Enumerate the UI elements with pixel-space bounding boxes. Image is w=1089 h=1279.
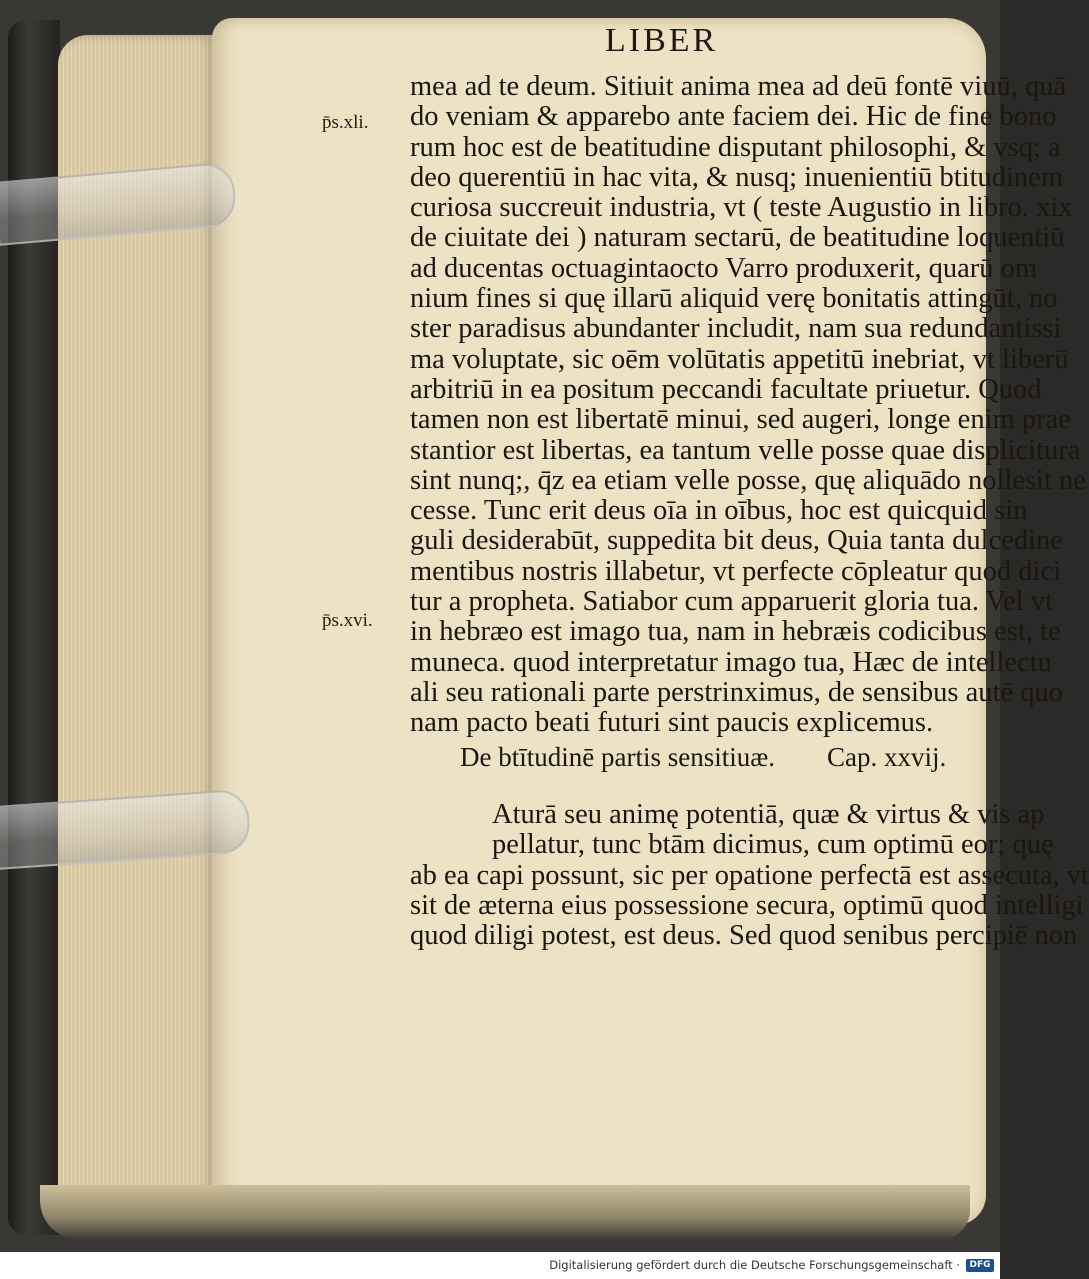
digitization-footer xyxy=(0,1252,1000,1279)
text-line: ad ducentas octuagintaocto Varro produxerit, quarū om xyxy=(410,252,1038,284)
text-line: nam pacto beati futuri sint paucis explicemus. xyxy=(410,707,934,739)
dfg-logo-icon: DFG xyxy=(966,1259,994,1272)
text-line: tur a propheta. Satiabor cum apparuerit gloria tua. Vel vt xyxy=(410,586,1053,618)
margin-note-psalm-16: p̄s.xvi. xyxy=(322,610,373,631)
running-head: LIBER xyxy=(605,22,719,59)
text-line: de ciuitate dei ) naturam sectarū, de beatitudine loquentiū xyxy=(410,222,1065,254)
footer-credit-text: Digitalisierung gefördert durch die Deutsche Forschungsgemeinschaft · xyxy=(549,1258,960,1272)
text-line: in hebræo est imago tua, nam in hebræis codicibus est, te xyxy=(410,616,1061,648)
text-line: nium fines si quę illarū aliquid verę bonitatis attingūt, no xyxy=(410,283,1058,315)
text-line: mea ad te deum. Sitiuit anima mea ad deū fontē viuū, quā xyxy=(410,71,1067,102)
text-line: ali seu rationali parte perstrinximus, de sensibus autē quo xyxy=(410,676,1063,708)
text-line: arbitriū in ea positum peccandi facultate priuetur. Quod xyxy=(410,373,1042,405)
main-text-block xyxy=(410,71,1086,739)
chapter-number: Cap. xxvij. xyxy=(827,742,947,772)
text-line: mentibus nostris illabetur, vt perfecte cōpleatur quod dici xyxy=(410,555,1062,587)
page-bottom-shadow xyxy=(40,1185,970,1240)
chapter-heading xyxy=(460,742,960,773)
text-line: pellatur, tunc btām dicimus, cum optimū eor; quę xyxy=(492,829,1054,861)
text-line: ster paradisus abundanter includit, nam sua redundantissi xyxy=(410,313,1062,345)
text-line: curiosa succreuit industria, vt ( teste Augustio in libro. xix xyxy=(410,192,1073,224)
text-line: stantior est libertas, ea tantum velle posse quae displicitura xyxy=(410,434,1081,466)
text-line: quod diligi potest, est deus. Sed quod senibus percipiē non xyxy=(410,920,1078,952)
text-line: sit de æterna eius possessione secura, optimū quod intelligi xyxy=(410,889,1084,921)
text-line: ab ea capi possunt, sic per opatione perfectā est assecuta, vt xyxy=(410,859,1089,891)
text-line: ma voluptate, sic oēm volūtatis appetitū inebriat, vt liberū xyxy=(410,343,1069,375)
margin-note-psalm-41: p̄s.xli. xyxy=(322,112,369,133)
text-line: Aturā seu animę potentiā, quæ & virtus & vis ap xyxy=(492,799,1045,830)
text-line: guli desiderabūt, suppedita bit deus, Quia tanta dulcedine xyxy=(410,525,1063,557)
text-line: cesse. Tunc erit deus oīa in oībus, hoc est quicquid sin xyxy=(410,495,1028,527)
text-line: do veniam & apparebo ante faciem dei. Hic de fine bono xyxy=(410,101,1057,133)
text-line: tamen non est libertatē minui, sed augeri, longe enim prae xyxy=(410,404,1071,436)
text-line: sint nunq;, q̄z ea etiam velle posse, quę aliquādo nollesit ne xyxy=(410,464,1086,496)
text-line: muneca. quod interpretatur imago tua, Hæc de intellectu xyxy=(410,646,1052,678)
text-line: rum hoc est de beatitudine disputant philosophi, & vsq; a xyxy=(410,131,1061,163)
text-line: deo querentiū in hac vita, & nusq; inuenientiū btitudinem xyxy=(410,161,1063,193)
chapter-text-block xyxy=(410,799,1089,952)
chapter-title: De btītudinē partis sensitiuæ. xyxy=(460,742,775,772)
